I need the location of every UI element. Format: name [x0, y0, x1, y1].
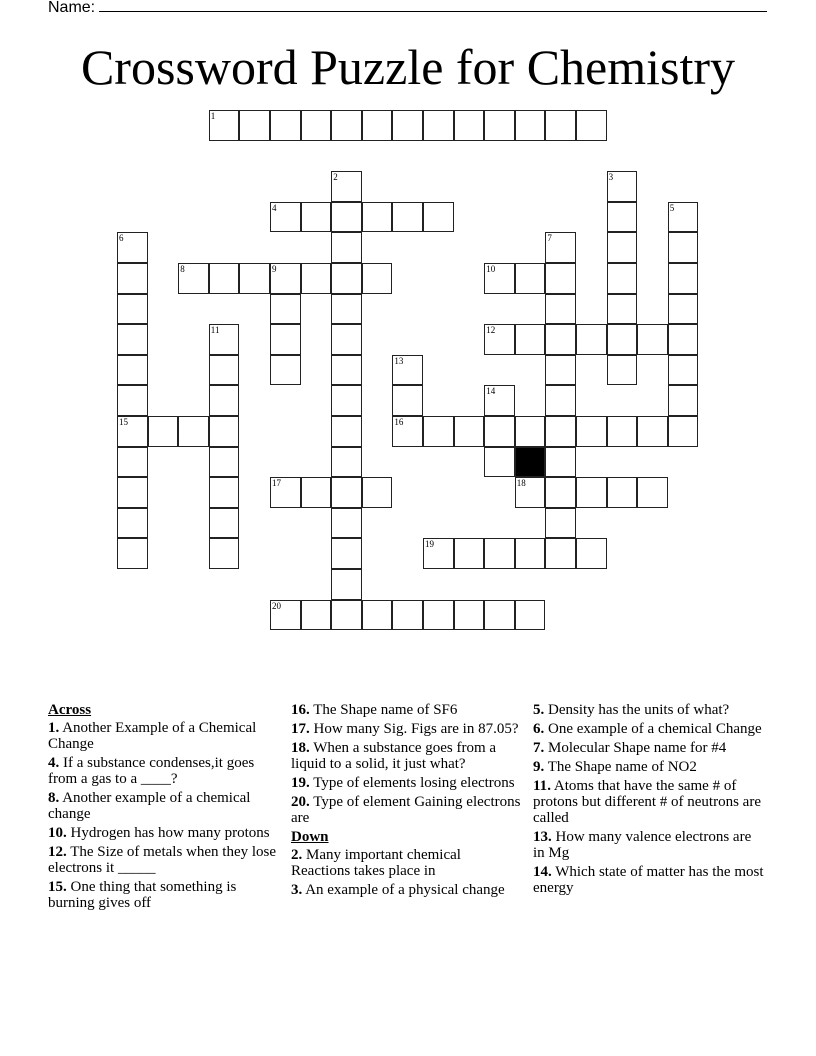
clue-number: 7 [547, 233, 552, 244]
grid-cell[interactable] [331, 600, 362, 631]
grid-cell[interactable] [545, 538, 576, 569]
grid-cell[interactable] [178, 263, 209, 294]
grid-cell[interactable] [515, 416, 546, 447]
clue-down-2: 2. Many important chemical Reactions takes place in [291, 847, 461, 879]
grid-cell[interactable] [545, 385, 576, 416]
clue-across-18: 18. When a substance goes from a liquid to a solid, it just what? [291, 740, 497, 772]
grid-cell[interactable] [423, 600, 454, 631]
clue-across-19: 19. Type of elements losing electrons [291, 775, 515, 791]
clue-number: 15 [119, 417, 128, 427]
grid-cell[interactable] [270, 202, 301, 233]
grid-cell[interactable] [545, 508, 576, 539]
grid-cell[interactable] [117, 355, 148, 386]
clue-number: 14 [486, 386, 496, 397]
grid-cell[interactable] [423, 416, 454, 447]
clues-column-1 [48, 702, 280, 914]
grid-cell[interactable] [331, 202, 362, 233]
grid-cell[interactable] [301, 263, 332, 294]
grid-cell[interactable] [515, 324, 546, 355]
grid-cell[interactable] [301, 600, 332, 631]
grid-cell[interactable] [331, 324, 362, 355]
grid-cell[interactable] [515, 600, 546, 631]
grid-cell[interactable] [484, 324, 515, 355]
clue-across-17: 17. How many Sig. Figs are in 87.05? [291, 721, 519, 737]
grid-cell[interactable] [270, 355, 301, 386]
grid-cell[interactable] [331, 508, 362, 539]
grid-cell[interactable] [331, 477, 362, 508]
grid-cell[interactable] [484, 110, 515, 141]
clue-across-4: 4. If a substance condenses,it goes from a gas to a ____? [48, 755, 255, 787]
grid-cell[interactable] [545, 110, 576, 141]
grid-cell[interactable] [270, 294, 301, 325]
grid-cell[interactable] [209, 447, 240, 478]
grid-cell[interactable] [607, 477, 638, 508]
grid-cell[interactable] [331, 385, 362, 416]
grid-cell[interactable] [362, 600, 393, 631]
clue-down-14: 14. Which state of matter has the most energy [533, 864, 764, 896]
grid-cell[interactable] [576, 477, 607, 508]
clue-down-5: 5. Density has the units of what? [533, 702, 730, 718]
grid-cell[interactable] [392, 355, 423, 386]
grid-cell[interactable] [515, 110, 546, 141]
grid-cell[interactable] [454, 110, 485, 141]
grid-cell[interactable] [331, 110, 362, 141]
grid-cell[interactable] [484, 447, 515, 478]
clue-number: 5 [669, 202, 675, 213]
grid-cell[interactable] [607, 263, 638, 294]
clue-down-11: 11. Atoms that have the same # of protons but different # of neutrons are called [533, 778, 761, 826]
grid-cell[interactable] [178, 416, 209, 447]
clue-down-3: 3. An example of a physical change [291, 882, 505, 898]
grid-cell[interactable] [545, 355, 576, 386]
grid-cell[interactable] [668, 202, 699, 233]
clue-across-16: 16. The Shape name of SF6 [291, 702, 458, 718]
across-header: Across [48, 702, 92, 718]
grid-cell[interactable] [607, 355, 638, 386]
grid-cell[interactable] [515, 477, 546, 508]
clue-number: 2 [333, 172, 338, 183]
down-header: Down [291, 829, 329, 845]
grid-cell[interactable] [454, 416, 485, 447]
clue-down-6: 6. One example of a chemical Change [533, 721, 762, 737]
grid-cell[interactable] [270, 263, 301, 294]
grid-cell[interactable] [331, 171, 362, 202]
clue-number: 19 [425, 539, 434, 550]
grid-cell[interactable] [607, 232, 638, 263]
grid-cell[interactable] [668, 385, 699, 416]
clue-across-15: 15. One thing that something is burning gives off [48, 879, 237, 911]
grid-cell[interactable] [117, 294, 148, 325]
grid-cell[interactable] [545, 324, 576, 355]
clue-across-8: 8. Another example of a chemical change [48, 790, 251, 822]
grid-cell[interactable] [209, 385, 240, 416]
grid-cell[interactable] [576, 324, 607, 355]
grid-cell[interactable] [331, 355, 362, 386]
grid-cell[interactable] [668, 263, 699, 294]
grid-cell[interactable] [117, 416, 148, 447]
grid-cell[interactable] [545, 294, 576, 325]
grid-cell[interactable] [668, 416, 699, 447]
clues-column-3 [533, 702, 765, 899]
clue-down-13: 13. How many valence electrons are in Mg [533, 829, 752, 861]
grid-cell[interactable] [423, 110, 454, 141]
clue-number: 12 [486, 325, 496, 336]
clue-number: 10 [486, 264, 496, 274]
clue-across-1: 1. Another Example of a Chemical Change [48, 720, 257, 752]
grid-cell[interactable] [331, 416, 362, 447]
grid-cell[interactable] [301, 477, 332, 508]
grid-cell[interactable] [209, 416, 240, 447]
grid-cell[interactable] [270, 324, 301, 355]
clue-number: 9 [272, 264, 277, 274]
grid-cell[interactable] [148, 416, 179, 447]
grid-cell[interactable] [545, 263, 576, 294]
grid-cell[interactable] [484, 538, 515, 569]
grid-cell[interactable] [545, 477, 576, 508]
grid-cell[interactable] [607, 171, 638, 202]
grid-cell[interactable] [454, 538, 485, 569]
grid-cell[interactable] [392, 110, 423, 141]
grid-cell[interactable] [331, 263, 362, 294]
clue-number: 11 [210, 325, 220, 336]
grid-cell[interactable] [117, 477, 148, 508]
grid-cell[interactable] [637, 416, 668, 447]
grid-cell[interactable] [209, 110, 240, 141]
clues-column-2 [291, 702, 523, 901]
grid-cell[interactable] [362, 110, 393, 141]
grid-cell[interactable] [392, 385, 423, 416]
clue-across-12: 12. The Size of metals when they lose electrons it _____ [48, 844, 277, 876]
grid-cell[interactable] [576, 110, 607, 141]
grid-cell[interactable] [117, 232, 148, 263]
clue-down-7: 7. Molecular Shape name for #4 [533, 740, 727, 756]
grid-cell[interactable] [117, 263, 148, 294]
grid-cell[interactable] [209, 477, 240, 508]
name-line[interactable] [99, 0, 767, 12]
clue-number: 20 [272, 600, 281, 611]
grid-cell[interactable] [607, 294, 638, 325]
grid-cell[interactable] [454, 600, 485, 631]
grid-cell[interactable] [668, 294, 699, 325]
grid-cell[interactable] [576, 538, 607, 569]
grid-cell[interactable] [607, 324, 638, 355]
grid-cell[interactable] [484, 263, 515, 294]
grid-cell[interactable] [392, 202, 423, 233]
grid-cell[interactable] [637, 324, 668, 355]
clue-across-20: 20. Type of element Gaining electrons are [291, 794, 521, 826]
grid-cell[interactable] [209, 508, 240, 539]
clue-across-10: 10. Hydrogen has how many protons [48, 825, 270, 841]
grid-cell[interactable] [362, 263, 393, 294]
black-cell [515, 447, 546, 478]
grid-cell[interactable] [209, 538, 240, 569]
grid-cell[interactable] [392, 600, 423, 631]
grid-cell[interactable] [484, 600, 515, 631]
clue-number: 13 [394, 355, 404, 366]
grid-cell[interactable] [668, 324, 699, 355]
clue-number: 8 [180, 264, 185, 274]
grid-cell[interactable] [117, 385, 148, 416]
page-title: Crossword Puzzle for Chemistry [80, 39, 736, 95]
grid-cell[interactable] [484, 385, 515, 416]
grid-cell[interactable] [637, 477, 668, 508]
grid-cell[interactable] [239, 110, 270, 141]
grid-cell[interactable] [545, 447, 576, 478]
grid-cell[interactable] [576, 416, 607, 447]
clue-number: 18 [516, 478, 526, 489]
name-field[interactable] [48, 0, 767, 17]
name-label: Name: [48, 0, 96, 16]
grid-cell[interactable] [607, 202, 638, 233]
grid-cell[interactable] [239, 263, 270, 294]
grid-cell[interactable] [331, 538, 362, 569]
clue-number: 17 [272, 478, 281, 489]
grid-cell[interactable] [301, 110, 332, 141]
grid-cell[interactable] [423, 538, 454, 569]
grid-cell[interactable] [545, 232, 576, 263]
clue-number: 3 [608, 172, 614, 183]
grid-cell[interactable] [362, 202, 393, 233]
grid-cell[interactable] [423, 202, 454, 233]
grid-cell[interactable] [392, 416, 423, 447]
grid-cell[interactable] [117, 447, 148, 478]
clue-number: 1 [210, 111, 216, 121]
clue-number: 16 [394, 417, 404, 427]
clue-number: 6 [119, 233, 124, 244]
grid-cell[interactable] [270, 477, 301, 508]
grid-cell[interactable] [301, 202, 332, 233]
grid-cell[interactable] [209, 355, 240, 386]
grid-cell[interactable] [545, 416, 576, 447]
grid-cell[interactable] [117, 508, 148, 539]
grid-cell[interactable] [117, 324, 148, 355]
grid-cell[interactable] [331, 232, 362, 263]
grid-cell[interactable] [209, 263, 240, 294]
clue-number: 4 [272, 202, 277, 213]
grid-cell[interactable] [515, 263, 546, 294]
grid-cell[interactable] [668, 232, 699, 263]
grid-cell[interactable] [117, 538, 148, 569]
clue-down-9: 9. The Shape name of NO2 [533, 759, 697, 775]
grid-cell[interactable] [607, 416, 638, 447]
grid-cell[interactable] [331, 569, 362, 600]
grid-cell[interactable] [270, 110, 301, 141]
grid-cell[interactable] [362, 477, 393, 508]
grid-cell[interactable] [484, 416, 515, 447]
grid-cell[interactable] [331, 447, 362, 478]
grid-cell[interactable] [668, 355, 699, 386]
grid-cell[interactable] [270, 600, 301, 631]
grid-cell[interactable] [209, 324, 240, 355]
grid-cell[interactable] [331, 294, 362, 325]
grid-cell[interactable] [515, 538, 546, 569]
